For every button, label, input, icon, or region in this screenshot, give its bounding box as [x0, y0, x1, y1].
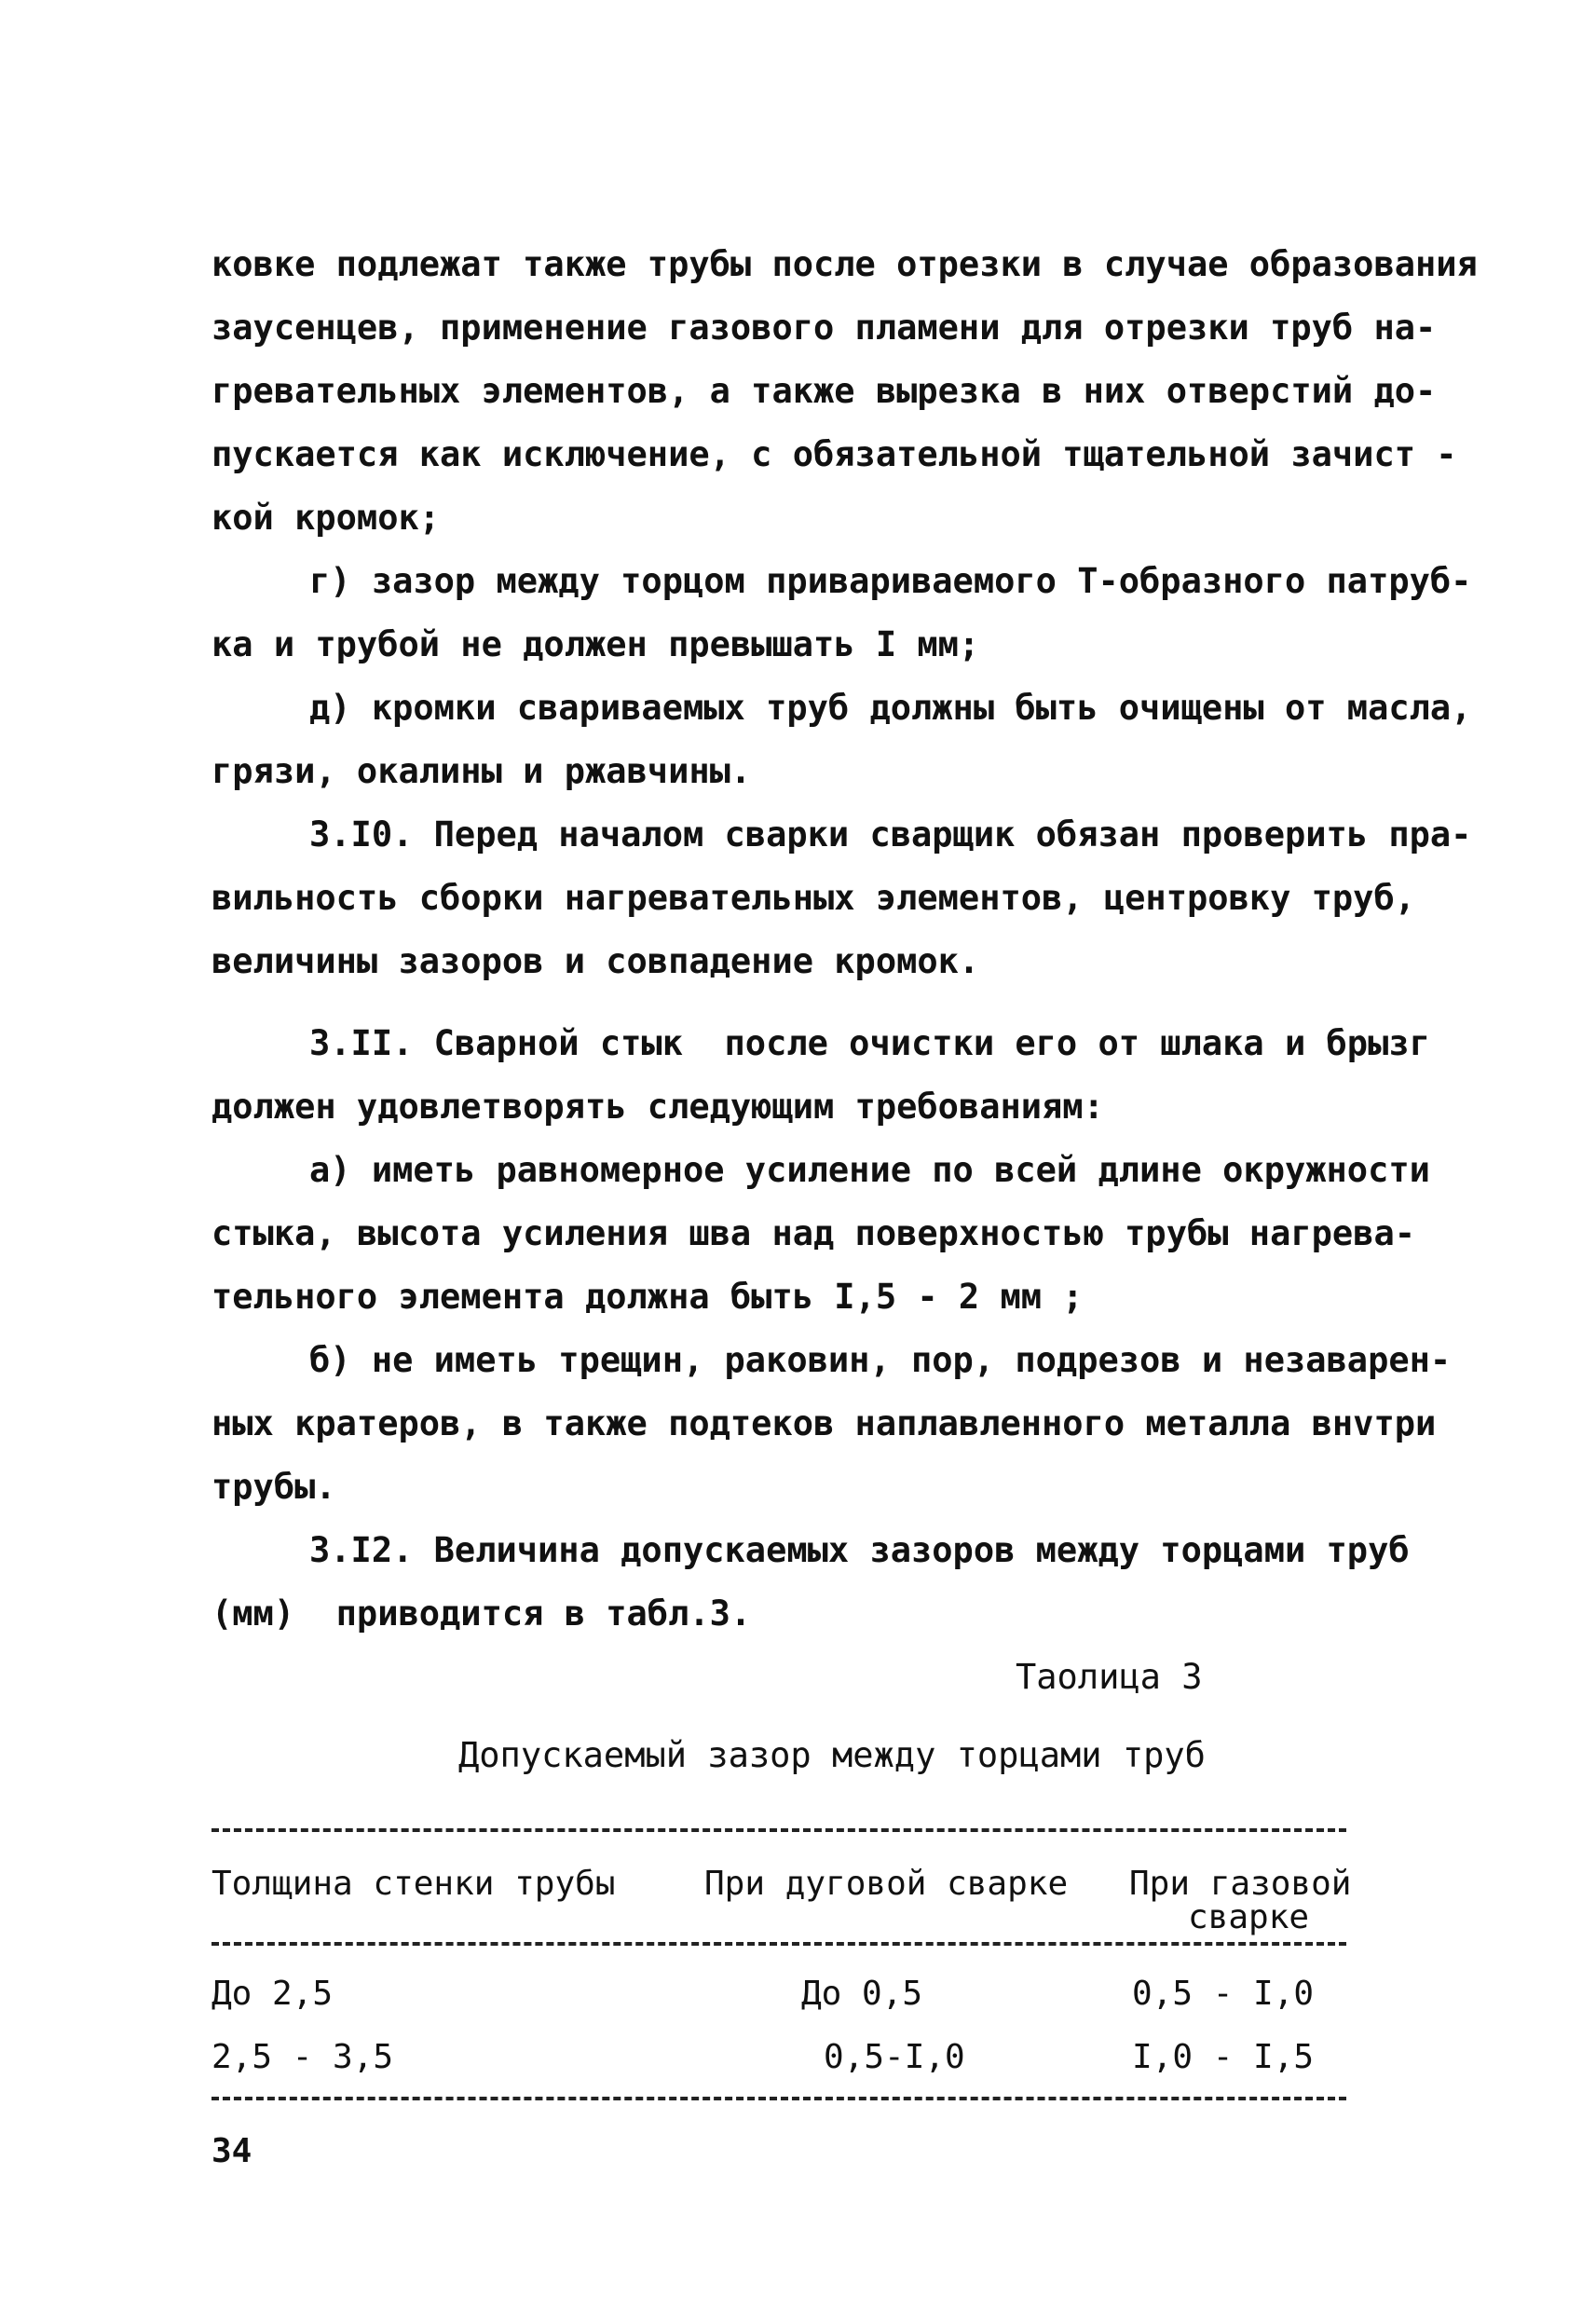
column-header-gas: При газовой [1129, 1865, 1352, 1903]
text-line: заусенцев, применение газового пламени для отрезки труб на- [211, 308, 1437, 348]
text-line: грязи, окалины и ржавчины. [211, 751, 752, 791]
table-rule-header [211, 1942, 1346, 1946]
text-line: ных кратеров, в также подтеков наплавленного металла внvтри [211, 1403, 1437, 1443]
page-number: 34 [211, 2132, 252, 2170]
table-title: Допускаемый зазор между торцами труб [458, 1735, 1206, 1775]
table-label: Таолица 3 [1016, 1657, 1203, 1697]
table-cell-thickness: До 2,5 [211, 1975, 334, 2013]
list-item-d: д) кромки свариваемых труб должны быть очищены от масла, [309, 688, 1472, 728]
column-header-arc: При дуговой сварке [704, 1865, 1069, 1903]
column-header-gas-cont: сварке [1188, 1898, 1310, 1936]
text-line: ка и трубой не должен превышать I мм; [211, 624, 980, 664]
text-line: (мм) приводится в табл.3. [211, 1593, 752, 1634]
list-item-b: б) не иметь трещин, раковин, пор, подрезов и незаварен- [309, 1340, 1452, 1380]
text-line: ковке подлежат также трубы после отрезки в случае образования [211, 244, 1478, 284]
text-line: стыка, высота усиления шва над поверхностью трубы нагрева- [211, 1213, 1416, 1253]
column-header-thickness: Толщина стенки трубы [211, 1865, 616, 1903]
text-line: гревательных элементов, а также вырезка в них отверстий до- [211, 371, 1437, 411]
table-rule-bottom [211, 2097, 1346, 2100]
text-line: вильность сборки нагревательных элементов, центровку труб, [211, 878, 1416, 918]
text-line: тельного элемента должна быть I,5 - 2 мм ; [211, 1277, 1084, 1317]
text-line: величины зазоров и совпадение кромок. [211, 941, 980, 981]
clause-3-10: 3.I0. Перед началом сварки сварщик обязан проверить пра- [309, 814, 1472, 855]
list-item-a: а) иметь равномерное усиление по всей длине окружности [309, 1150, 1430, 1190]
table-cell-arc: 0,5-I,0 [824, 2038, 965, 2076]
table-cell-gas: 0,5 - I,0 [1132, 1975, 1315, 2013]
table-cell-gas: I,0 - I,5 [1132, 2038, 1315, 2076]
clause-3-12: 3.I2. Величина допускаемых зазоров между торцами труб [309, 1530, 1410, 1570]
table-cell-thickness: 2,5 - 3,5 [211, 2038, 394, 2076]
text-line: должен удовлетворять следующим требованиям: [211, 1087, 1104, 1127]
table-rule-top [211, 1828, 1346, 1832]
list-item-g: г) зазор между торцом привариваемого Т-образного патруб- [309, 561, 1472, 601]
text-line: кой кромок; [211, 498, 441, 538]
table-cell-arc: До 0,5 [801, 1975, 923, 2013]
text-line: трубы. [211, 1467, 336, 1507]
text-line: пускается как исключение, с обязательной тщательной зачист - [211, 434, 1457, 474]
clause-3-11: 3.II. Сварной стык после очистки его от шлака и брызг [309, 1023, 1430, 1063]
